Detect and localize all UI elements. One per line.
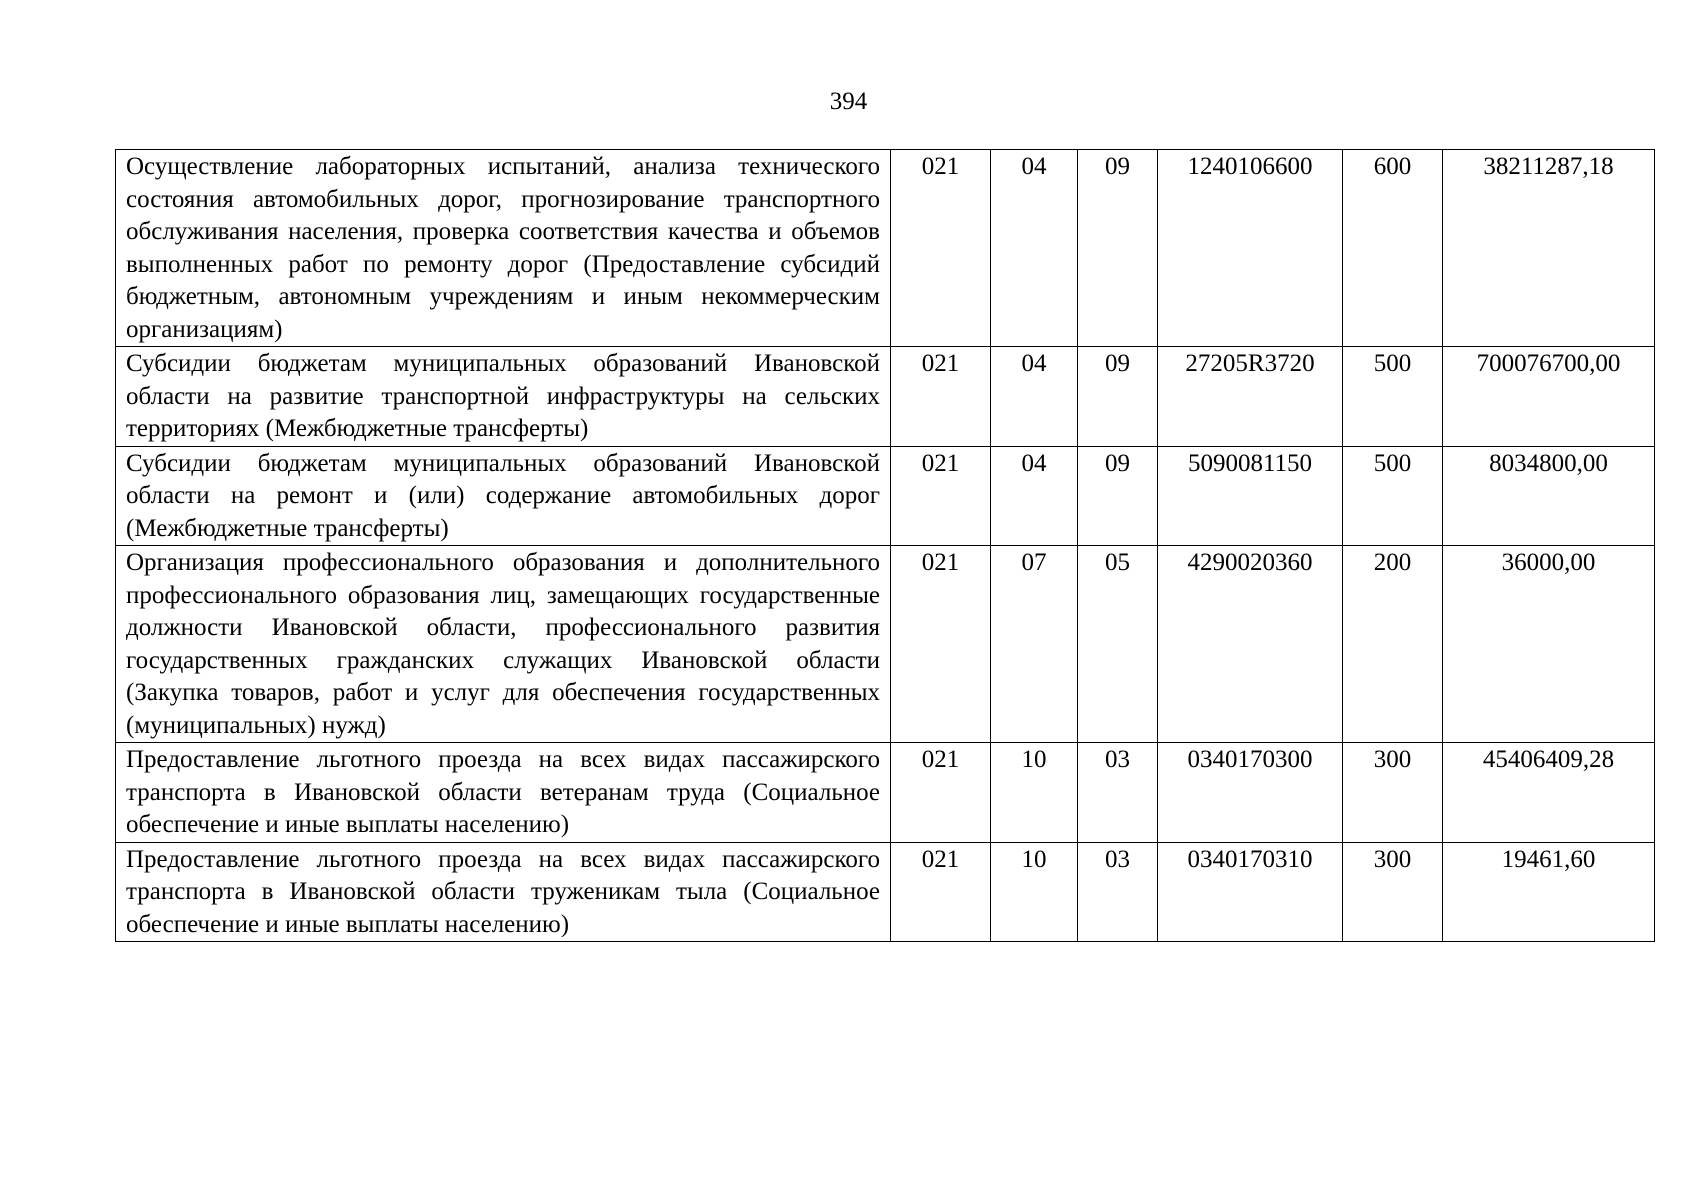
ministry-code-cell: 021 <box>891 743 991 843</box>
table-row <box>116 842 1655 942</box>
description-cell: Осуществление лабораторных испытаний, анализа технического состояния автомобильных дорог, прогнозирование транспортного обслуживания населения, проверка соответствия качества и объемов выполненных работ по ремонту дорог (Предоставление субсидий бюджетным, автономным учреждениям и иным некоммерческим организациям) <box>116 150 891 347</box>
subsection-code-cell: 09 <box>1078 150 1158 347</box>
expense-type-cell: 500 <box>1343 347 1443 447</box>
ministry-code-cell: 021 <box>891 546 991 743</box>
ministry-code-cell: 021 <box>891 446 991 546</box>
description-cell: Предоставление льготного проезда на всех видах пассажирского транспорта в Ивановской области труженикам тыла (Социальное обеспечение и иные выплаты населению) <box>116 842 891 942</box>
subsection-code-cell: 09 <box>1078 446 1158 546</box>
expense-type-cell: 300 <box>1343 842 1443 942</box>
amount-cell: 38211287,18 <box>1443 150 1655 347</box>
budget-table <box>115 149 1655 942</box>
target-article-cell: 1240106600 <box>1158 150 1343 347</box>
description-cell: Предоставление льготного проезда на всех видах пассажирского транспорта в Ивановской области ветеранам труда (Социальное обеспечение и иные выплаты населению) <box>116 743 891 843</box>
amount-cell: 19461,60 <box>1443 842 1655 942</box>
budget-table-body <box>116 150 1655 942</box>
amount-cell: 700076700,00 <box>1443 347 1655 447</box>
target-article-cell: 4290020360 <box>1158 546 1343 743</box>
table-row <box>116 347 1655 447</box>
expense-type-cell: 300 <box>1343 743 1443 843</box>
section-code-cell: 10 <box>991 842 1078 942</box>
expense-type-cell: 500 <box>1343 446 1443 546</box>
table-row <box>116 150 1655 347</box>
section-code-cell: 04 <box>991 446 1078 546</box>
subsection-code-cell: 05 <box>1078 546 1158 743</box>
table-row <box>116 743 1655 843</box>
subsection-code-cell: 03 <box>1078 842 1158 942</box>
target-article-cell: 27205R3720 <box>1158 347 1343 447</box>
description-cell: Субсидии бюджетам муниципальных образований Ивановской области на ремонт и (или) содержание автомобильных дорог (Межбюджетные трансферты) <box>116 446 891 546</box>
ministry-code-cell: 021 <box>891 150 991 347</box>
target-article-cell: 0340170310 <box>1158 842 1343 942</box>
table-row <box>116 446 1655 546</box>
page-number: 394 <box>829 88 868 115</box>
section-code-cell: 04 <box>991 347 1078 447</box>
expense-type-cell: 200 <box>1343 546 1443 743</box>
amount-cell: 36000,00 <box>1443 546 1655 743</box>
table-row <box>116 546 1655 743</box>
section-code-cell: 10 <box>991 743 1078 843</box>
expense-type-cell: 600 <box>1343 150 1443 347</box>
subsection-code-cell: 03 <box>1078 743 1158 843</box>
section-code-cell: 07 <box>991 546 1078 743</box>
ministry-code-cell: 021 <box>891 842 991 942</box>
target-article-cell: 0340170300 <box>1158 743 1343 843</box>
ministry-code-cell: 021 <box>891 347 991 447</box>
section-code-cell: 04 <box>991 150 1078 347</box>
description-cell: Субсидии бюджетам муниципальных образований Ивановской области на развитие транспортной инфраструктуры на сельских территориях (Межбюджетные трансферты) <box>116 347 891 447</box>
amount-cell: 8034800,00 <box>1443 446 1655 546</box>
target-article-cell: 5090081150 <box>1158 446 1343 546</box>
description-cell: Организация профессионального образования и дополнительного профессионального образования лиц, замещающих государственные должности Ивановской области, профессионального развития государственных гражданских служащих Ивановской области (Закупка товаров, работ и услуг для обеспечения государственных (муниципальных) нужд) <box>116 546 891 743</box>
amount-cell: 45406409,28 <box>1443 743 1655 843</box>
subsection-code-cell: 09 <box>1078 347 1158 447</box>
